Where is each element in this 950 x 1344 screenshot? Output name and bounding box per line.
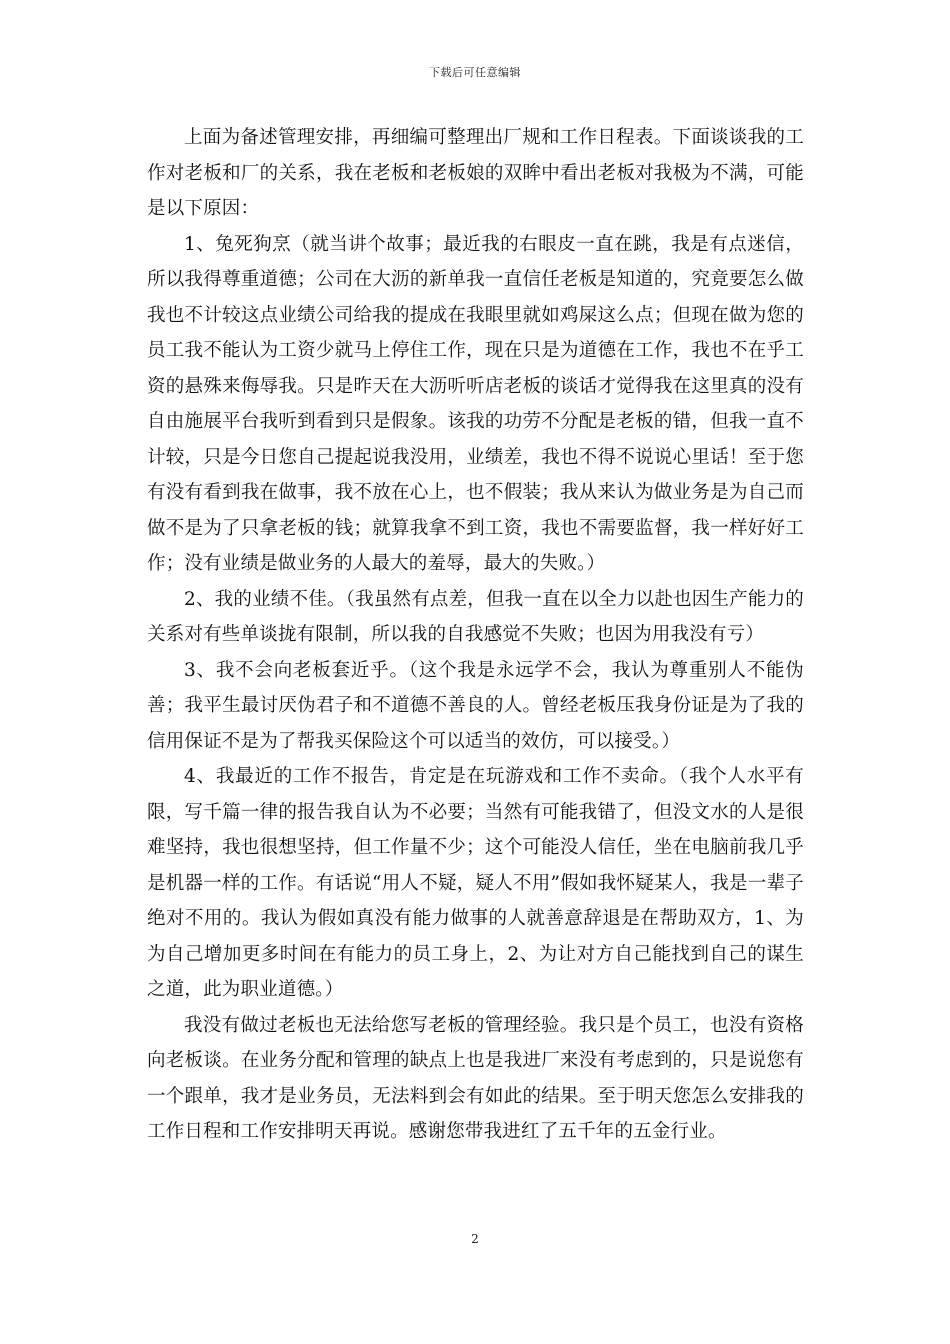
- paragraph-reason-1: 1、兔死狗烹（就当讲个故事；最近我的右眼皮一直在跳，我是有点迷信，所以我得尊重道德；公司在大沥的新单我一直信任老板是知道的，究竟要怎么做我也不计较这点业绩公司给我的提成在我眼里就如鸡屎这么点；但现在做为您的员工我不能认为工资少就马上停住工作，现在只是为道德在工作，我也不在乎工资的悬殊来侮辱我。只是昨天在大沥听听店老板的谈话才觉得我在这里真的没有自由施展平台我听到看到只是假象。该我的功劳不分配是老板的错，但我一直不计较，只是今日您自己提起说我没用，业绩差，我也不得不说说心里话！至于您有没有看到我在做事，我不放在心上，也不假装；我从来认为做业务是为自己而做不是为了只拿老板的钱；就算我拿不到工资，我也不需要监督，我一样好好工作；没有业绩是做业务的人最大的羞辱，最大的失败。）: [147, 233, 804, 574]
- paragraph-closing: 我没有做过老板也无法给您写老板的管理经验。我只是个员工，也没有资格向老板谈。在业务分配和管理的缺点上也是我进厂来没有考虑到的，只是说您有一个跟单，我才是业务员，无法料到会有如此的结果。至于明天您怎么安排我的工作日程和工作安排明天再说。感谢您带我进红了五千年的五金行业。: [147, 1014, 804, 1142]
- page-header: 下载后可任意编辑: [429, 66, 521, 79]
- paragraph-reason-4: 4、我最近的工作不报告，肯定是在玩游戏和工作不卖命。（我个人水平有限，写千篇一律的报告我自认为不必要；当然有可能我错了，但没文水的人是很难坚持，我也很想坚持，但工作量不少；这个可能没人信任，坐在电脑前我几乎是机器一样的工作。有话说“用人不疑，疑人不用”假如我怀疑某人，我是一辈子绝对不用的。我认为假如真没有能力做事的人就善意辞退是在帮助双方，1、为为自己增加更多时间在有能力的员工身上，2、为让对方自己能找到自己的谋生之道，此为职业道德。）: [147, 766, 804, 1000]
- paragraph-reason-3: 3、我不会向老板套近乎。（这个我是永远学不会，我认为尊重别人不能伪善；我平生最讨厌伪君子和不道德不善良的人。曾经老板压我身份证是为了我的信用保证不是为了帮我买保险这个可以适当的效仿，可以接受。）: [147, 659, 804, 752]
- paragraph-reason-2: 2、我的业绩不佳。（我虽然有点差，但我一直在以全力以赴也因生产能力的关系对有些单谈拢有限制，所以我的自我感觉不失败；也因为用我没有亏）: [147, 588, 804, 645]
- paragraph-intro: 上面为备述管理安排，再细编可整理出厂规和工作日程表。下面谈谈我的工作对老板和厂的关系，我在老板和老板娘的双眸中看出老板对我极为不满，可能是以下原因：: [147, 127, 804, 219]
- document-body: [147, 120, 804, 1150]
- page-number: 2: [471, 1232, 479, 1246]
